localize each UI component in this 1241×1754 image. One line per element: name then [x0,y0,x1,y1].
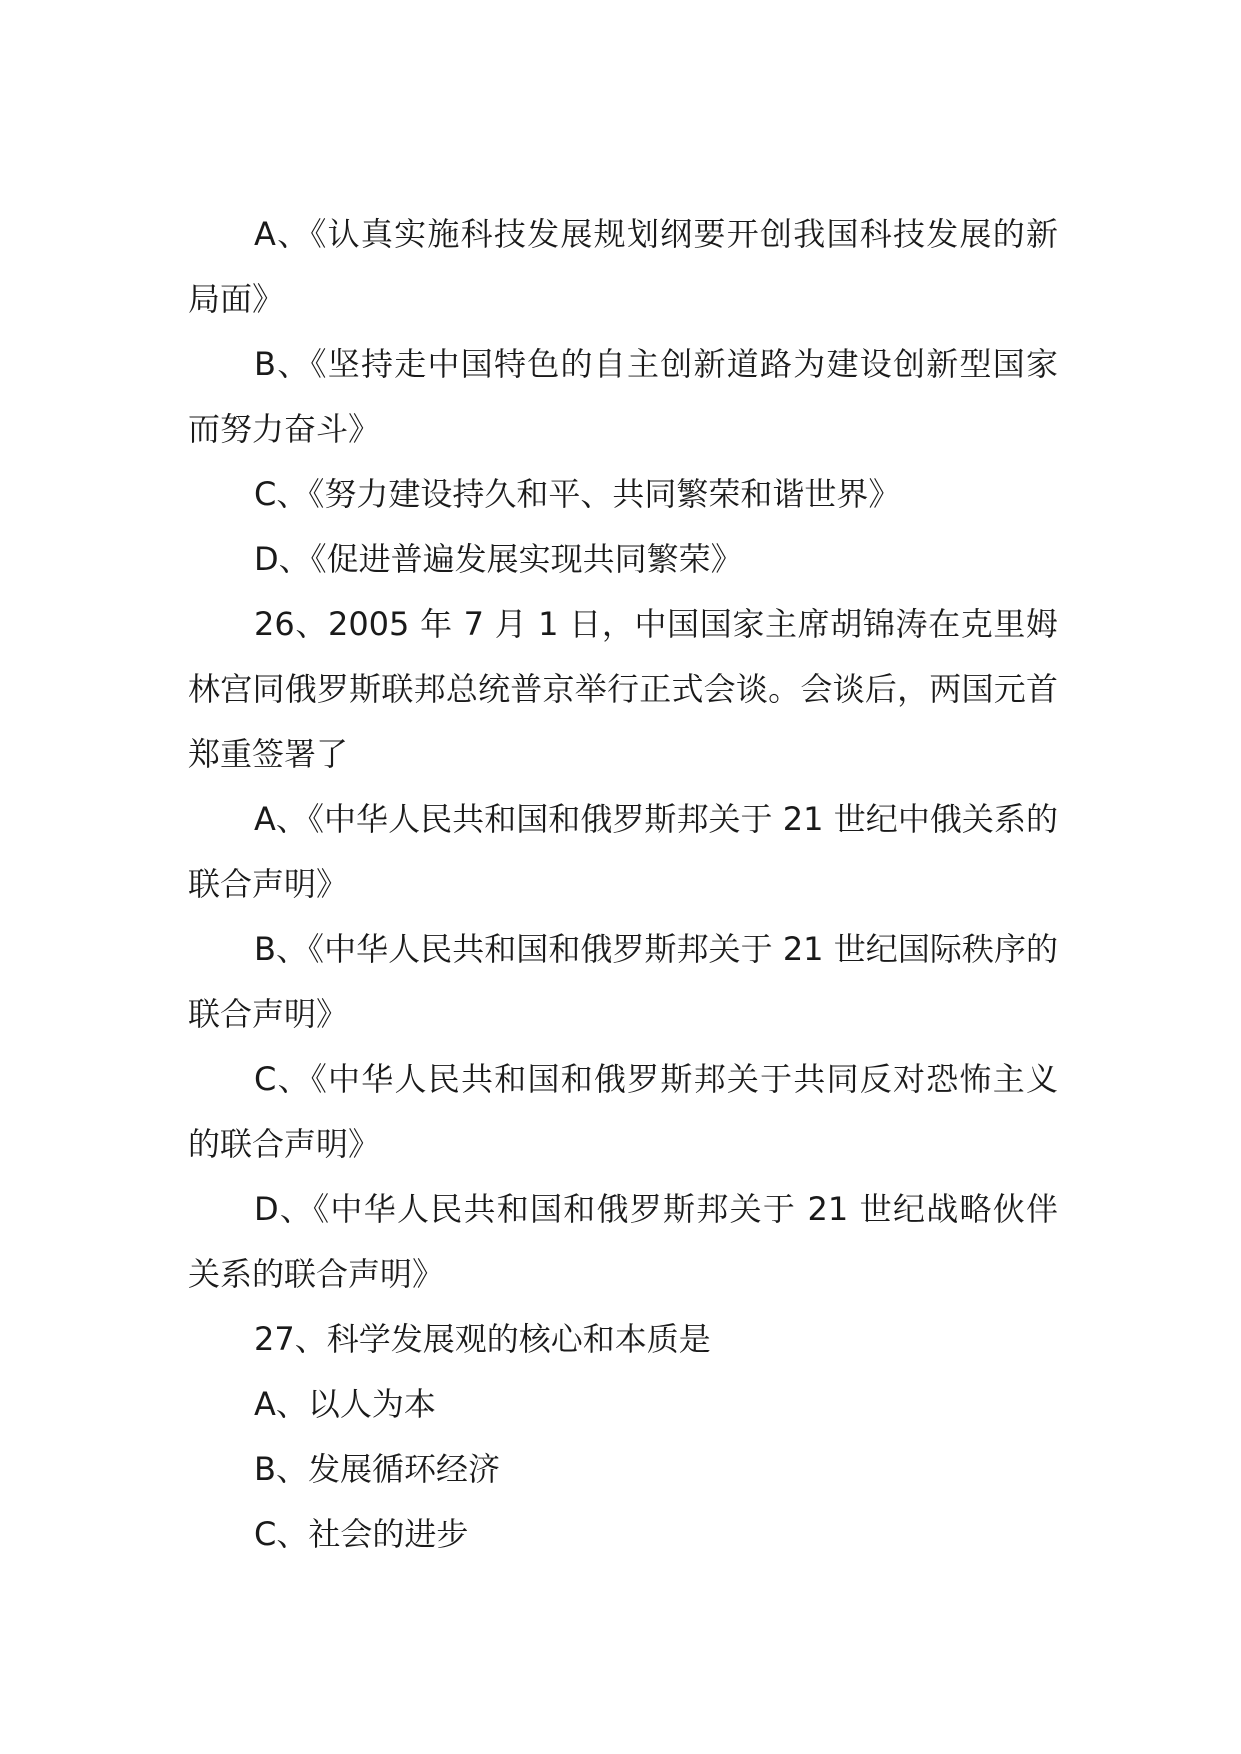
option-25-a: A、《认真实施科技发展规划纲要开创我国科技发展的新局面》 [188,215,1058,318]
option-26-a: A、《中华人民共和国和俄罗斯邦关于 21 世纪中俄关系的联合声明》 [188,800,1058,903]
option-27-a: A、以人为本 [254,1385,436,1423]
question-27: 27、科学发展观的核心和本质是 [254,1320,711,1358]
option-27-b: B、发展循环经济 [254,1450,500,1488]
option-27-c: C、社会的进步 [254,1515,469,1553]
option-26-c: C、《中华人民共和国和俄罗斯邦关于共同反对恐怖主义的联合声明》 [188,1060,1058,1163]
question-26: 26、2005 年 7 月 1 日，中国国家主席胡锦涛在克里姆林宫同俄罗斯联邦总统普京举行正式会谈。会谈后，两国元首郑重签署了 [188,605,1058,773]
document-body [188,202,1058,1567]
option-25-c: C、《努力建设持久和平、共同繁荣和谐世界》 [254,475,901,513]
option-26-d: D、《中华人民共和国和俄罗斯邦关于 21 世纪战略伙伴关系的联合声明》 [188,1190,1058,1293]
option-25-d: D、《促进普遍发展实现共同繁荣》 [254,540,743,578]
option-26-b: B、《中华人民共和国和俄罗斯邦关于 21 世纪国际秩序的联合声明》 [188,930,1058,1033]
option-25-b: B、《坚持走中国特色的自主创新道路为建设创新型国家而努力奋斗》 [188,345,1058,448]
